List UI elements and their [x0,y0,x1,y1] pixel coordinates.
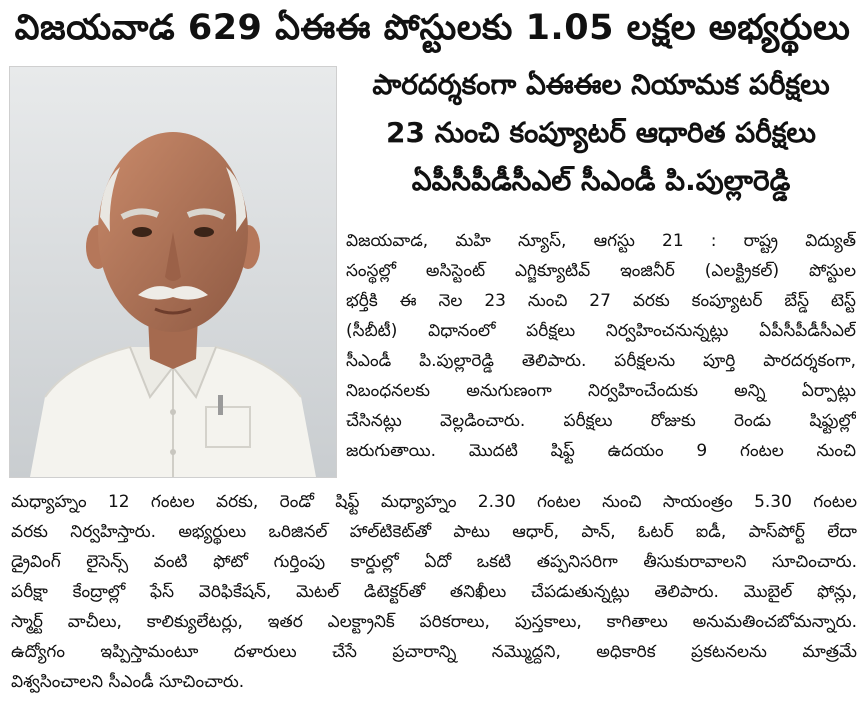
subheading-2: 23 నుంచి కంప్యూటర్ ఆధారిత పరీక్షలు [386,116,816,149]
text-line: (సీబీటీ) విధానంలో పరీక్షలు నిర్వహించనున్నట్లు ఏపీసీపీడీసీఎల్ [346,321,856,341]
headline: విజయవాడ 629 ఏఈఈ పోస్టులకు 1.05 లక్షల అభ్యర్థులు [14,8,851,48]
portrait-illustration [10,67,336,477]
subheading-1: పారదర్శకంగా ఏఈఈల నియామక పరీక్షలు [372,68,830,101]
text-line: సీఎండీ పి.పుల్లారెడ్డి తెలిపారు. పరీక్షలను పూర్తి పారదర్శకంగా, [346,351,856,371]
text-line: విజయవాడ, మహి న్యూస్, ఆగస్టు 21 : రాష్ట్ర విద్యుత్ [346,231,856,251]
text-line: నిబంధనలకు అనుగుణంగా నిర్వహించేందుకు అన్ని ఏర్పాట్లు [346,381,856,401]
text-line: డ్రైవింగ్ లైసెన్స్ వంటి ఫోటో గుర్తింపు కార్డుల్లో ఏదో ఒకటి తప్పనిసరిగా తీసుకురావాలని సూచించారు. [11,552,857,572]
text-line: పరీక్షా కేంద్రాల్లో ఫేస్ వెరిఫికేషన్, మెటల్ డిటెక్టర్‌తో తనిఖీలు చేపడుతున్నట్లు తెలిపారు. మొబైల్ ఫోన్లు, [11,582,857,602]
article-column-text [346,226,856,466]
text-line: మధ్యాహ్నం 12 గంటల వరకు, రెండో షిఫ్ట్ మధ్యాహ్నం 2.30 గంటల నుంచి సాయంత్రం 5.30 గంటల [11,492,857,512]
text-line: వరకు నిర్వహిస్తారు. అభ్యర్థులు ఒరిజినల్ హాల్‌టికెట్‌తో పాటు ఆధార్, పాన్, ఓటర్ ఐడీ, పాస్‌పోర్ట్ లేదా [11,522,857,542]
subheadings [340,64,862,208]
text-line: చేసినట్లు వెల్లడించారు. పరీక్షలు రోజుకు రెండు షిఫ్టుల్లో [346,411,856,431]
text-line: స్మార్ట్ వాచీలు, కాలిక్యులేటర్లు, ఇతర ఎలక్ట్రానిక్ పరికరాలు, పుస్తకాలు, కాగితాలు అనుమతించబోమన్నారు. [11,612,857,632]
article-full-width-text [11,487,857,697]
text-line: జరుగుతాయి. మొదటి షిఫ్ట్ ఉదయం 9 గంటల నుంచి [346,441,856,461]
text-line: ఉద్యోగం ఇప్పిస్తామంటూ దళారులు చేసే ప్రచారాన్ని నమ్మొద్దని, అధికారిక ప్రకటనలను మాత్రమే [11,642,857,662]
text-line: విశ్వసించాలని సీఎండీ సూచించారు. [11,672,245,692]
text-line: సంస్థల్లో అసిస్టెంట్ ఎగ్జిక్యూటివ్ ఇంజినీర్ (ఎలక్ట్రికల్) పోస్టుల [346,261,856,281]
portrait-photo [9,66,337,478]
subheading-3: ఏపీసీపీడీసీఎల్ సీఎండీ పి.పుల్లారెడ్డి [411,164,791,197]
text-line: భర్తీకి ఈ నెల 23 నుంచి 27 వరకు కంప్యూటర్ బేస్డ్ టెస్ట్ [346,291,856,311]
